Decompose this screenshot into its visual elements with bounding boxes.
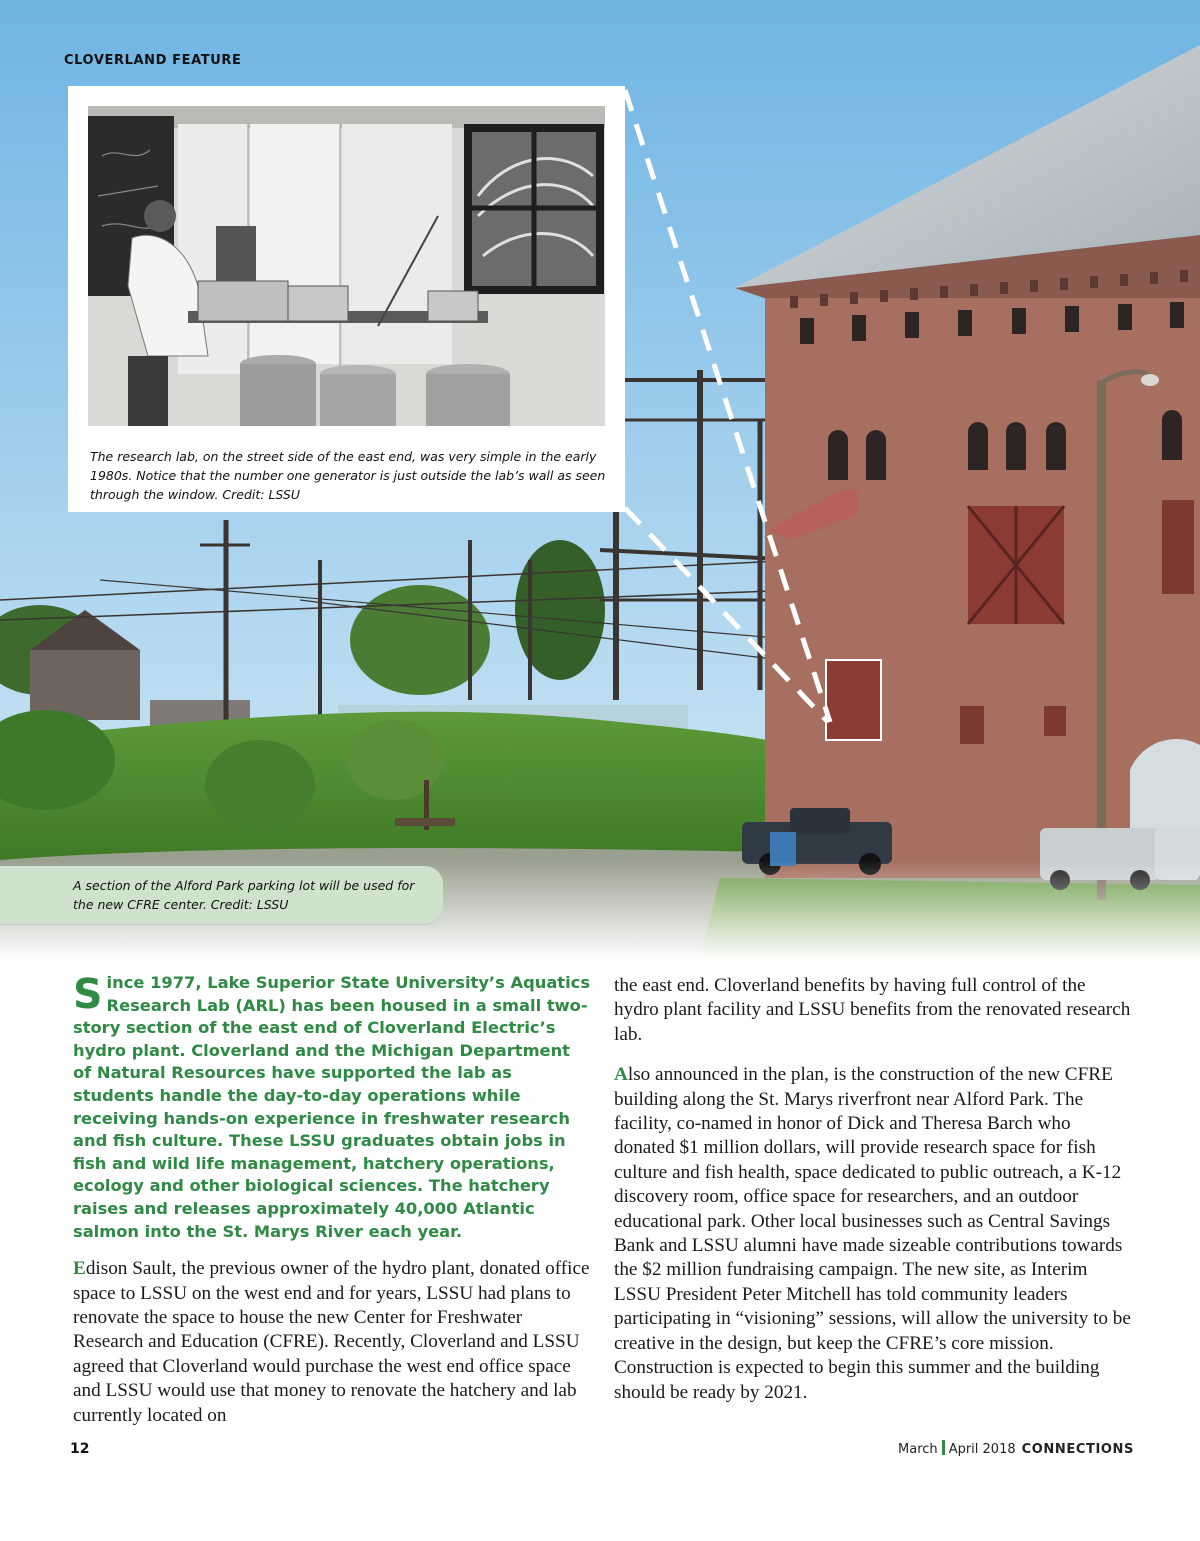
paragraph-2 [73,1257,593,1428]
main-photo-caption: A section of the Alford Park parking lot will be used for the new CFRE center. Credit: LSSU [73,878,415,912]
article-column-left [73,972,593,1444]
paragraph-initial: A [614,1064,628,1086]
folio [898,1440,1134,1457]
folio-divider [942,1440,945,1455]
drop-cap: S [73,970,103,1018]
inset-photo-card [68,86,625,512]
section-label: CLOVERLAND FEATURE [64,53,242,68]
lede-text: ince 1977, Lake Superior State University’s Aquatics Research Lab (ARL) has been housed in a small two-story section of the east end of Cloverland Electric’s hydro plant. Cloverland and the Michigan Department of Natural Resources have supported the lab as students handle the day-to-day operations while receiving hands-on experience in freshwater research and fish culture. These LSSU graduates obtain jobs in fish and wild life management, hatchery operations, ecology and other biological sciences. The hatchery raises and releases approximately 40,000 Atlantic salmon into the St. Marys River each year. [73,973,591,1241]
paragraph-2-continued: the east end. Cloverland benefits by having full control of the hydro plant facility and LSSU benefits from the renovated research lab. [614,975,1131,1045]
article-column-right [614,974,1134,1421]
page-number: 12 [70,1441,90,1457]
paragraph-3-text: lso announced in the plan, is the construction of the new CFRE building along the St. Marys riverfront near Alford Park. The facility, co-named in honor of Dick and Theresa Barch who donated $1 million dollars, will provide research space for fish culture and fish health, space dedicated to public outreach, a K-12 discovery room, office space for researchers, and an outdoor educational park. Other local businesses such as Central Savings Bank and LSSU alumni have made sizeable contributions towards the $2 million fundraising campaign. The new site, as Interim LSSU President Peter Mitchell has told community leaders participating in “visioning” sessions, will allow the university to be creative in the design, but keep the CFRE’s core mission. Construction is expected to begin this summer and the building should be ready by 2021. [614,1064,1131,1403]
folio-month-a: March [898,1442,938,1457]
paragraph-2-text: dison Sault, the previous owner of the hydro plant, donated office space to LSSU on the west end and for years, LSSU had plans to renovate the space to house the new Center for Freshwater Research and Education (CFRE). Recently, Cloverland and LSSU agreed that Cloverland would purchase the west end office space and LSSU would use that money to renovate the hatchery and lab currently located on [73,1258,590,1426]
picnic-table [395,818,455,826]
folio-month-b: April 2018 [948,1442,1016,1457]
lede-paragraph [73,972,593,1243]
paragraph-initial: E [73,1258,86,1280]
research-lab-image [88,106,605,426]
main-photo-caption-box [0,866,443,924]
inset-photo-caption: The research lab, on the street side of the east end, was very simple in the early 1980s. Notice that the number one generator is just outside the lab’s wall as seen through the window. Credit: LSSU [90,449,606,502]
paragraph-3 [614,1063,1134,1405]
publication-name: CONNECTIONS [1021,1442,1134,1457]
